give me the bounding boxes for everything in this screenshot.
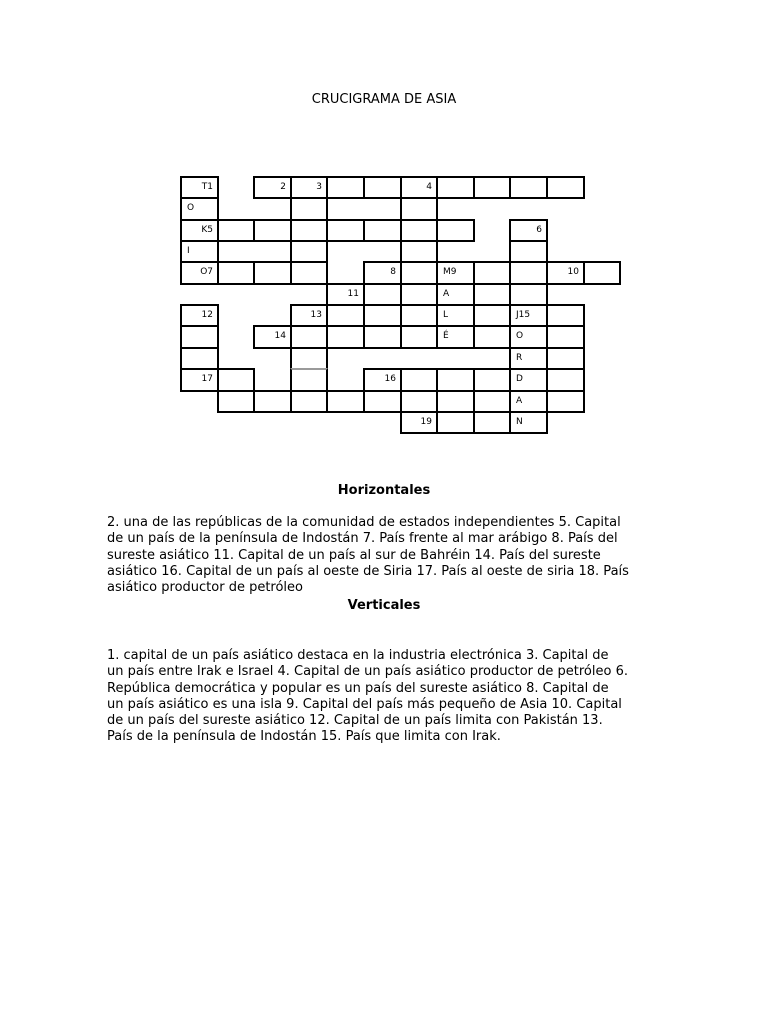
crossword-cell-label: É xyxy=(443,331,449,341)
crossword-cell xyxy=(400,197,438,221)
crossword-cell-label: L xyxy=(443,310,449,320)
crossword-cell-label: O7 xyxy=(200,267,213,277)
crossword-cell xyxy=(583,261,621,285)
crossword-cell-label: 4 xyxy=(426,182,432,192)
crossword-cell xyxy=(326,304,365,327)
crossword-cell xyxy=(290,240,328,263)
crossword-cell-label: 11 xyxy=(347,289,359,299)
crossword-cell xyxy=(473,325,511,349)
crossword-cell xyxy=(509,240,548,263)
crossword-cell xyxy=(180,176,219,199)
crossword-cell xyxy=(400,411,438,434)
crossword-cell xyxy=(290,219,328,242)
crossword-cell xyxy=(180,368,219,392)
crossword-cell-label: 12 xyxy=(201,310,213,320)
verticales-heading: Verticales xyxy=(347,598,421,613)
crossword-cell-label: J15 xyxy=(516,310,531,320)
crossword-cell xyxy=(400,325,438,349)
crossword-cell-label: 13 xyxy=(310,310,322,320)
crossword-cell xyxy=(290,304,328,327)
crossword-cell xyxy=(400,176,438,199)
crossword-cell xyxy=(473,368,511,392)
crossword-cell xyxy=(326,283,365,306)
crossword-cell xyxy=(363,390,402,413)
crossword-cell-label: O xyxy=(187,203,195,213)
crossword-cell xyxy=(509,219,548,242)
crossword-cell xyxy=(400,219,438,242)
crossword-cell xyxy=(473,261,511,285)
crossword-cell xyxy=(473,176,511,199)
crossword-cell-label: 14 xyxy=(274,331,286,341)
crossword-cell xyxy=(400,390,438,413)
crossword-cell xyxy=(290,176,328,199)
crossword-cell xyxy=(217,390,255,413)
crossword-cell xyxy=(400,368,438,392)
crossword-cell xyxy=(290,390,328,413)
crossword-cell xyxy=(436,411,475,434)
crossword-cell xyxy=(400,304,438,327)
crossword-cell xyxy=(217,219,255,242)
crossword-cell xyxy=(290,368,328,392)
crossword-cell-label: 10 xyxy=(567,267,579,277)
crossword-cell-label: N xyxy=(516,417,523,427)
crossword-cell xyxy=(509,325,548,349)
crossword-cell xyxy=(290,197,328,221)
horizontales-heading: Horizontales xyxy=(337,483,431,498)
crossword-cell-label: R xyxy=(516,353,523,363)
crossword-cell-label: 17 xyxy=(201,374,213,384)
horizontales-clues: 2. una de las repúblicas de la comunidad de estados independientes 5. Capital de un país de la península de Indostán 7. País frente al mar arábigo 8. País del sureste asiático 11. Capital de un país al sur de Bahréin 14. País del sureste asiático 16. Capital de un país al oeste de Siria 17. País al oeste de siria 18. País asiático productor de petróleo xyxy=(107,515,629,596)
crossword-cell-label: 6 xyxy=(536,225,542,235)
crossword-cell xyxy=(180,325,219,349)
crossword-cell xyxy=(546,176,585,199)
crossword-cell xyxy=(180,304,219,327)
crossword-cell xyxy=(509,304,548,327)
crossword-cell xyxy=(400,240,438,263)
crossword-cell xyxy=(436,176,475,199)
crossword-cell-label: A xyxy=(516,396,523,406)
crossword-cell xyxy=(546,347,585,370)
crossword-cell xyxy=(436,219,475,242)
crossword-cell xyxy=(473,411,511,434)
crossword-cell-label: 16 xyxy=(384,374,396,384)
verticales-clues: 1. capital de un país asiático destaca en la industria electrónica 3. Capital de un país entre Irak e Israel 4. Capital de un país asiático productor de petróleo 6. República democrática y popular es un país del sureste asiático 8. Capital de un país asiático es una isla 9. Capital del país más pequeño de Asia 10. Capital de un país del sureste asiático 12. Capital de un país limita con Pakistán 13. País de la península de Indostán 15. País que limita con Irak. xyxy=(107,648,628,745)
crossword-cell xyxy=(326,390,365,413)
crossword-cell xyxy=(436,304,475,327)
crossword-cell xyxy=(363,283,402,306)
crossword-cell xyxy=(253,176,292,199)
crossword-cell xyxy=(473,283,511,306)
crossword-cell xyxy=(326,325,365,349)
crossword-cell-label: M9 xyxy=(443,267,457,277)
crossword-cell xyxy=(363,304,402,327)
crossword-cell-label: D xyxy=(516,374,523,384)
crossword-cell xyxy=(363,219,402,242)
crossword-cell xyxy=(180,219,219,242)
crossword-cell xyxy=(546,261,585,285)
crossword-cell-label: O xyxy=(516,331,524,341)
crossword-cell-label: 19 xyxy=(420,417,432,427)
crossword-cell xyxy=(436,325,475,349)
crossword-cell-label: K5 xyxy=(201,225,213,235)
crossword-cell xyxy=(436,390,475,413)
crossword-cell xyxy=(436,368,475,392)
crossword-cell xyxy=(217,368,255,392)
crossword-cell xyxy=(326,176,365,199)
page-title: CRUCIGRAMA DE ASIA xyxy=(311,92,457,107)
crossword-cell xyxy=(509,176,548,199)
crossword-cell xyxy=(509,261,548,285)
crossword-cell xyxy=(509,368,548,392)
crossword-cell-label: I xyxy=(187,246,190,256)
crossword-cell xyxy=(363,368,402,392)
crossword-cell-label: T1 xyxy=(201,182,213,192)
crossword-cell xyxy=(180,240,219,263)
crossword-cell xyxy=(180,197,219,221)
crossword-cell xyxy=(180,347,219,370)
crossword-cell xyxy=(509,347,548,370)
crossword-cell xyxy=(253,219,292,242)
crossword-cell xyxy=(546,368,585,392)
crossword-cell xyxy=(546,304,585,327)
crossword-cell xyxy=(546,325,585,349)
crossword-cell xyxy=(400,283,438,306)
crossword-cell xyxy=(509,390,548,413)
crossword-cell xyxy=(290,325,328,349)
crossword-cell xyxy=(509,283,548,306)
crossword-cell xyxy=(436,283,475,306)
crossword-cell xyxy=(509,411,548,434)
crossword-cell xyxy=(253,390,292,413)
crossword-grid xyxy=(0,0,768,450)
crossword-cell xyxy=(363,261,402,285)
crossword-cell xyxy=(253,261,292,285)
crossword-cell xyxy=(326,219,365,242)
crossword-cell xyxy=(473,390,511,413)
crossword-cell-label: 8 xyxy=(390,267,396,277)
crossword-cell xyxy=(180,261,219,285)
crossword-cell xyxy=(290,347,328,370)
crossword-cell xyxy=(546,390,585,413)
crossword-cell xyxy=(436,261,475,285)
crossword-cell xyxy=(290,261,328,285)
crossword-cell xyxy=(217,261,255,285)
crossword-cell xyxy=(363,325,402,349)
crossword-cell xyxy=(363,176,402,199)
crossword-cell-label: 2 xyxy=(280,182,286,192)
crossword-cell-label: 3 xyxy=(316,182,322,192)
crossword-cell xyxy=(253,325,292,349)
crossword-cell xyxy=(400,261,438,285)
crossword-cell-label: A xyxy=(443,289,450,299)
